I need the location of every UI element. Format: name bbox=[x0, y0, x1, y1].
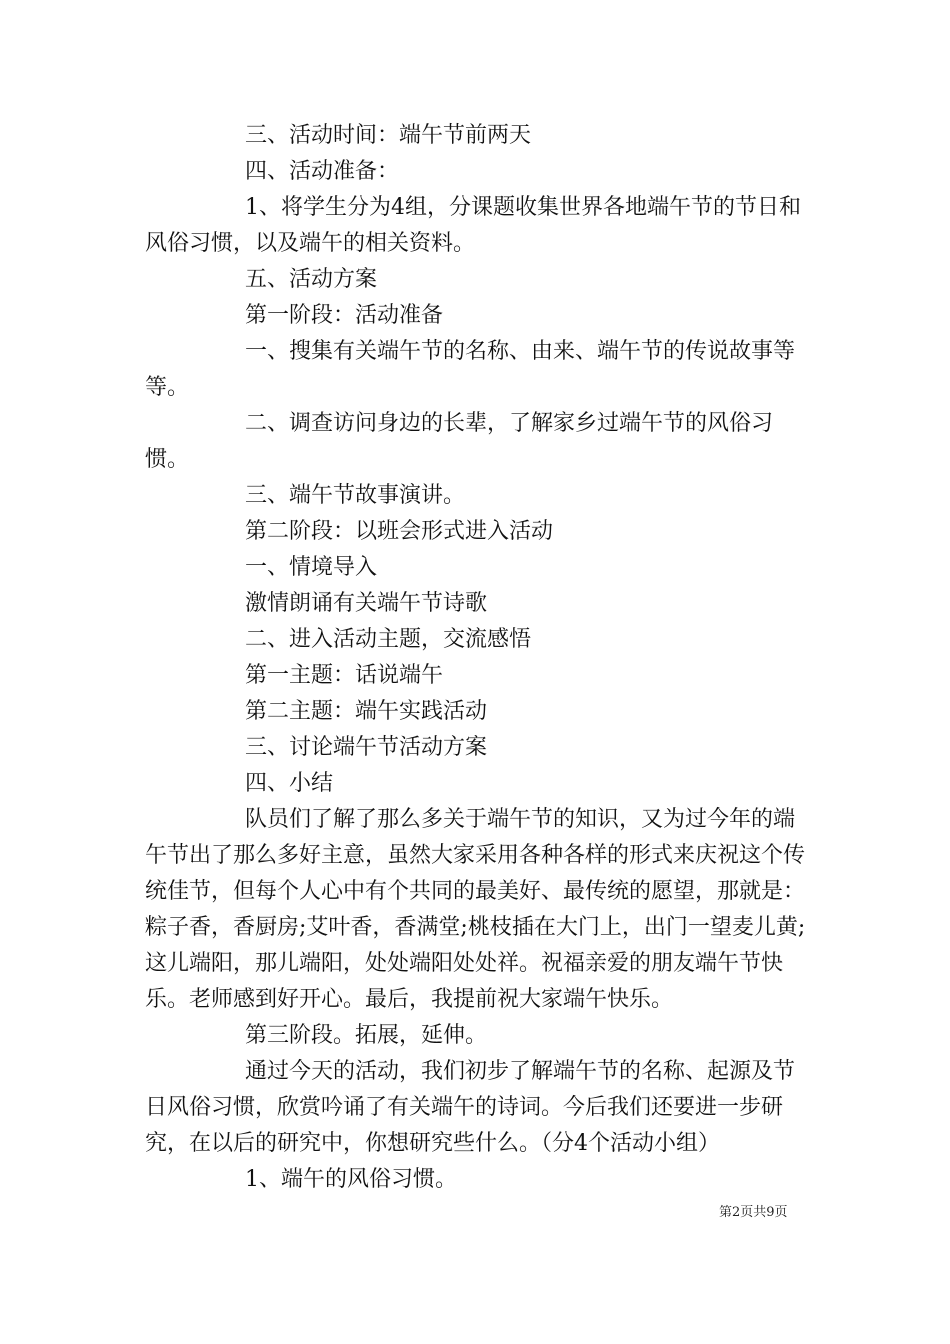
paragraph-activity-plan-heading: 五、活动方案 bbox=[245, 267, 378, 292]
document-body bbox=[145, 118, 810, 1198]
paragraph-activity-prep-item-1: 1、将学生分为4组，分课题收集世界各地端午节的节日和风俗习惯，以及端午的相关资料。 bbox=[145, 195, 801, 256]
paragraph-summary-body: 队员们了解了那么多关于端午节的知识，又为过今年的端午节出了那么多好主意，虽然大家采用各种各样的形式来庆祝这个传统佳节，但每个人心中有个共同的最美好、最传统的愿望，那就是：粽子香，香厨房;艾叶香，香满堂;桃枝插在大门上，出门一望麦儿黄;这儿端阳，那儿端阳，处处端阳处处祥。祝福亲爱的朋友端午节快乐。老师感到好开心。最后，我提前祝大家端午快乐。 bbox=[145, 807, 806, 1012]
paragraph-stage-3-heading: 第三阶段。拓展，延伸。 bbox=[245, 1023, 488, 1048]
paragraph-activity-prep-heading: 四、活动准备： bbox=[245, 159, 400, 184]
paragraph-stage-3-item-1: 1、端午的风俗习惯。 bbox=[245, 1167, 457, 1192]
paragraph-summary-heading: 四、小结 bbox=[245, 771, 334, 796]
page-number-footer: 第2页共9页 bbox=[719, 1205, 788, 1220]
paragraph-activity-time: 三、活动时间：端午节前两天 bbox=[245, 123, 532, 148]
paragraph-stage-1-item-1: 一、搜集有关端午节的名称、由来、端午节的传说故事等等。 bbox=[145, 339, 796, 400]
paragraph-stage-2-heading: 第二阶段：以班会形式进入活动 bbox=[245, 519, 554, 544]
paragraph-stage-2-poem: 激情朗诵有关端午节诗歌 bbox=[245, 591, 488, 616]
paragraph-theme-1: 第一主题：话说端午 bbox=[245, 663, 444, 688]
paragraph-stage-1-item-3: 三、端午节故事演讲。 bbox=[245, 483, 466, 508]
paragraph-stage-2-item-1: 一、情境导入 bbox=[245, 555, 378, 580]
paragraph-stage-1-item-2: 二、调查访问身边的长辈，了解家乡过端午节的风俗习惯。 bbox=[145, 411, 774, 472]
paragraph-stage-2-item-2: 二、进入活动主题，交流感悟 bbox=[245, 627, 532, 652]
paragraph-stage-1-heading: 第一阶段：活动准备 bbox=[245, 303, 444, 328]
paragraph-theme-2: 第二主题：端午实践活动 bbox=[245, 699, 488, 724]
paragraph-stage-3-body: 通过今天的活动，我们初步了解端午节的名称、起源及节日风俗习惯，欣赏吟诵了有关端午的诗词。今后我们还要进一步研究，在以后的研究中，你想研究些什么。（分4个活动小组） bbox=[145, 1059, 796, 1156]
paragraph-stage-2-item-3: 三、讨论端午节活动方案 bbox=[245, 735, 488, 760]
